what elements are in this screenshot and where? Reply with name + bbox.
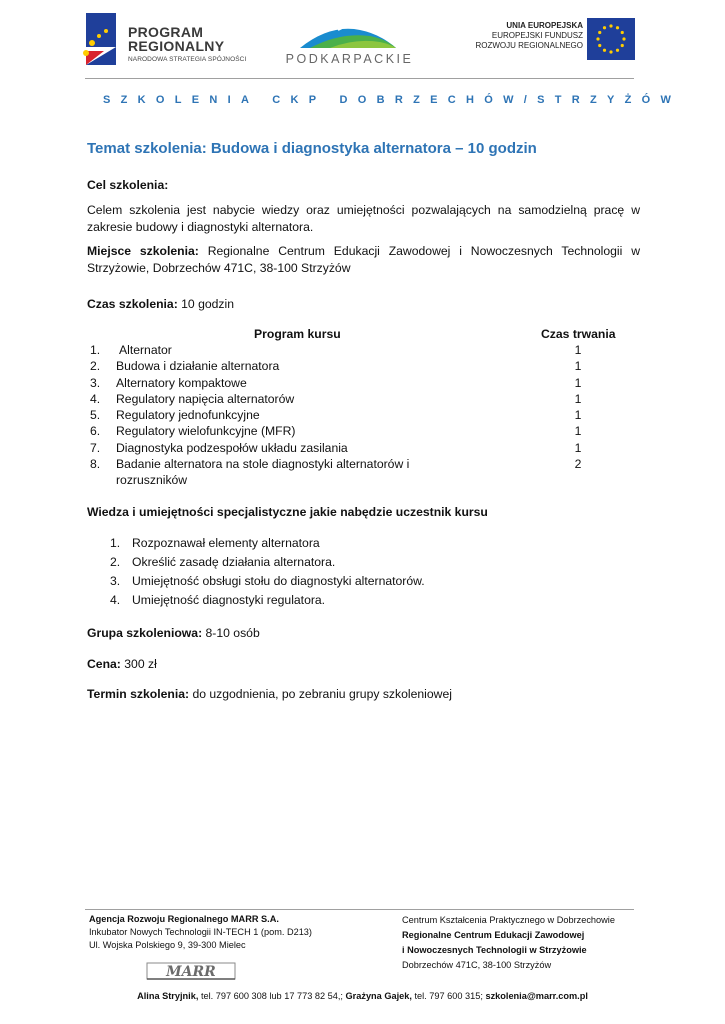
price-paragraph [87,656,640,673]
eu-star-icon [616,49,619,52]
skill-item-number: 4. [110,593,121,607]
eu-star-icon [598,44,601,47]
term-value: do uzgodnienia, po zebraniu grupy szkoleniowej [192,687,452,701]
program-row-hours: 1 [574,375,582,390]
program-row-number: 3. [90,375,101,390]
program-row [87,456,627,489]
program-row-hours: 2 [574,457,582,472]
place-text: Regionalne Centrum Edukacji Zawodowej i Nowoczesnych Technologii w Strzyżowie, Dobrzechów 471C, 38-100 Strzyżów [87,244,640,275]
program-regionalny-logo [82,13,252,69]
program-row-hours: 1 [574,440,582,455]
footer-right-line1: Centrum Kształcenia Praktycznego w Dobrzechowie [402,915,615,925]
eu-logo-line2: EUROPEJSKI FUNDUSZ [491,31,583,40]
group-label: Grupa szkoleniowa: [87,626,203,640]
program-row [87,391,627,407]
program-row-name: Alternatory kompaktowe [116,375,247,390]
skill-item-number: 2. [110,555,121,569]
program-row-hours: 1 [574,391,582,406]
skill-item [110,554,570,573]
eu-star-icon [598,31,601,34]
skill-item-text: Rozpoznawał elementy alternatora [132,536,320,550]
group-paragraph [87,625,640,642]
price-label: Cena: [87,657,121,671]
program-row-hours: 1 [574,359,582,374]
eu-star-icon [622,37,625,40]
footer-right-line3: i Nowoczesnych Technologii w Strzyżowie [402,945,587,955]
program-header-duration: Czas trwania [541,327,616,341]
program-row [87,407,627,423]
marr-logo-icon [145,960,237,982]
header-divider [85,78,634,79]
podkarpackie-logo [282,20,417,70]
program-row [87,358,627,374]
marr-logo-text: MARR [166,964,216,980]
duration-paragraph [87,296,640,313]
price-value: 300 zł [124,657,157,671]
footer-left-line1: Agencja Rozwoju Regionalnego MARR S.A. [89,914,279,924]
program-logo-line1: PROGRAM [128,24,204,40]
eu-star-icon [603,49,606,52]
term-label: Termin szkolenia: [87,687,190,701]
eu-star-icon [603,26,606,29]
program-row-name: Regulatory napięcia alternatorów [116,391,295,406]
footer-divider [85,909,634,910]
contact-phone2: tel. 797 600 315; [411,991,486,1001]
program-row-name: Alternator [119,343,172,357]
footer-left-line2: Inkubator Nowych Technologii IN-TECH 1 (pom. D213) [89,927,312,937]
footer-marr-address [89,913,389,952]
footer-contact [0,991,725,1001]
program-row [87,423,627,439]
program-row [87,375,627,391]
eu-flag-icon [587,18,635,60]
place-label: Miejsce szkolenia: [87,244,199,258]
program-row-name: Regulatory jednofunkcyjne [116,408,260,423]
program-row-number: 5. [90,408,101,423]
program-row-hours: 1 [574,424,582,439]
contact-person2: Grażyna Gajek, [345,991,412,1001]
eu-logo-text [475,21,583,51]
podkarpackie-logo-text: PODKARPACKIE [285,52,414,66]
program-row-number: 8. [90,457,101,472]
skill-item-number: 3. [110,574,121,588]
skill-item [110,573,570,592]
footer-left-line3: Ul. Wojska Polskiego 9, 39-300 Mielec [89,940,246,950]
program-row-hours: 1 [574,408,582,423]
footer-right-line4: Dobrzechów 471C, 38-100 Strzyżów [402,960,552,970]
program-row-name: Badanie alternatora na stole diagnostyki alternatorów i rozruszników [116,457,410,488]
goal-label [87,177,640,194]
eu-logo-line3: ROZWOJU REGIONALNEGO [475,41,583,50]
group-value: 8-10 osób [205,626,260,640]
program-row [87,440,627,456]
program-row-number: 7. [90,440,101,455]
place-paragraph [87,243,640,276]
podkarpackie-hills-icon [300,20,396,48]
duration-label: Czas szkolenia: [87,297,178,311]
program-header-name: Program kursu [254,327,341,341]
eu-star-icon [621,44,624,47]
page-title: Temat szkolenia: Budowa i diagnostyka alternatora – 10 godzin [87,140,537,157]
skill-item [110,592,570,611]
contact-email-link[interactable]: szkolenia@marr.com.pl [485,991,588,1001]
skills-list [110,535,570,611]
skills-heading-text: Wiedza i umiejętności specjalistyczne jakie nabędzie uczestnik kursu [87,505,488,519]
skills-heading [87,504,640,521]
footer-ckp-address [402,913,642,973]
program-row-name: Diagnostyka podzespołów układu zasilania [116,440,348,455]
program-row-number: 6. [90,424,101,439]
footer-right-line2: Regionalne Centrum Edukacji Zawodowej [402,930,585,940]
eu-star-icon [609,50,612,53]
program-row-number: 4. [90,391,101,406]
program-row-number: 1. [90,343,101,357]
program-table [87,342,627,489]
eu-logo [450,18,635,60]
page-header [0,0,725,80]
skill-item-text: Określić zasadę działania alternatora. [132,555,336,569]
duration-value: 10 godzin [181,297,235,311]
eu-logo-line1: UNIA EUROPEJSKA [506,21,583,30]
skill-item-text: Umiejętność diagnostyki regulatora. [132,593,326,607]
program-row-number: 2. [90,359,101,374]
skill-item-text: Umiejętność obsługi stołu do diagnostyki alternatorów. [132,574,425,588]
contact-phone1: tel. 797 600 308 lub 17 773 82 54,; [198,991,346,1001]
eu-star-icon [616,26,619,29]
eu-star-icon [596,37,599,40]
eu-star-icon [609,24,612,27]
program-regionalny-emblem-icon [82,13,122,69]
goal-text: Celem szkolenia jest nabycie wiedzy oraz umiejętności pozwalających na samodzielną pracę w zakresie budowy i diagnostyki alternatora. [87,203,640,234]
contact-person1: Alina Stryjnik, [137,991,199,1001]
program-row-name: Regulatory wielofunkcyjne (MFR) [116,424,296,439]
section-banner: SZKOLENIA CKP DOBRZECHÓW/STRZYŻÓW [103,94,682,106]
eu-star-icon [621,31,624,34]
program-logo-line2: REGIONALNY [128,38,225,54]
skill-item-number: 1. [110,536,121,550]
program-row-hours: 1 [574,343,582,357]
program-row-name: Budowa i działanie alternatora [116,359,280,374]
program-logo-line3: NARODOWA STRATEGIA SPÓJNOŚCI [128,56,247,63]
skill-item [110,535,570,554]
program-row [87,342,627,358]
goal-label-text: Cel szkolenia: [87,178,169,192]
term-paragraph [87,686,640,703]
